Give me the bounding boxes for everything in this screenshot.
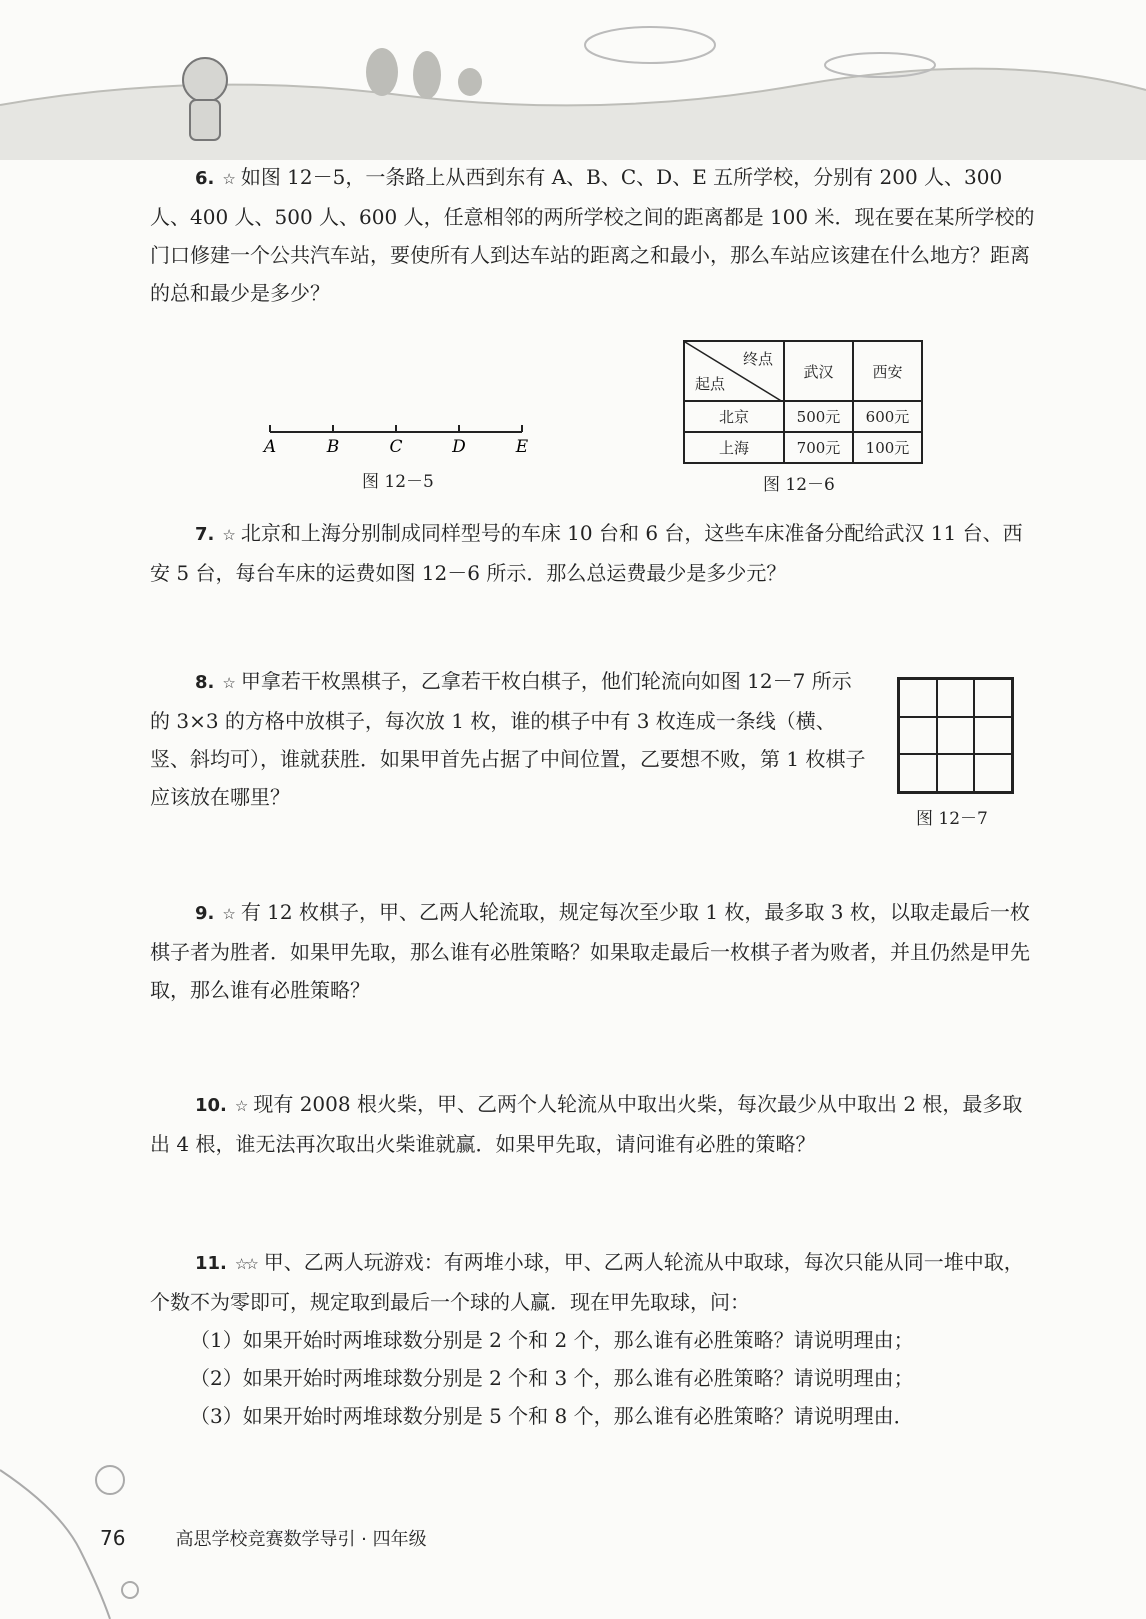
column-header: 武汉 [784,341,853,401]
figure-12-6-caption: 图 12－6 [763,475,835,495]
shipping-cost-table [683,340,923,464]
table-header-diagonal-cell [684,341,784,401]
question-11 [150,1243,1036,1435]
figure-12-7-caption: 图 12－7 [916,809,988,829]
difficulty-star-icon: ☆ [222,905,233,923]
table-cell: 600元 [853,401,922,432]
question-text: 现有 2008 根火柴，甲、乙两个人轮流从中取出火柴，每次最少从中取出 2 根，最多取出 4 根，谁无法再次取出火柴谁就赢．如果甲先取，请问谁有必胜的策略？ [150,1092,1023,1156]
difficulty-star-icon: ☆☆ [234,1255,256,1273]
question-number: 10. [195,1095,227,1116]
header-start-label: 起点 [695,375,726,393]
row-header: 上海 [684,432,784,463]
question-text: 甲拿若干枚黑棋子，乙拿若干枚白棋子，他们轮流向如图 12－7 所示的 3×3 的方格中放棋子，每次放 1 枚，谁的棋子中有 3 枚连成一条线（横、竖、斜均可），谁就获胜．如果甲首先占据了中间位置，乙要想不败，第 1 枚棋子应该放在哪里？ [150,669,866,809]
question-number: 6. [195,168,215,189]
difficulty-star-icon: ☆ [234,1097,246,1115]
question-number: 9. [195,903,215,924]
school-point-label: C [389,437,403,457]
row-header: 北京 [684,401,784,432]
difficulty-star-icon: ☆ [222,526,233,544]
book-title: 高思学校竞赛数学导引 · 四年级 [175,1529,427,1550]
question-10 [150,1085,1036,1163]
header-end-label: 终点 [742,350,773,368]
tic-tac-toe-grid [897,677,1014,794]
question-7 [150,514,1036,592]
sub-question: （3）如果开始时两堆球数分别是 5 个和 8 个，那么谁有必胜策略？请说明理由． [190,1404,914,1428]
table-cell: 700元 [784,432,853,463]
question-text: 有 12 枚棋子，甲、乙两人轮流取，规定每次至少取 1 枚，最多取 3 枚，以取走最后一枚棋子者为胜者．如果甲先取，那么谁有必胜策略？如果取走最后一枚棋子者为败者，并且仍然是甲先取，那么谁有必胜策略？ [150,900,1030,1002]
page-footer [100,1525,427,1551]
page-number: 76 [100,1526,126,1550]
question-6 [150,158,1036,312]
question-text: 如图 12－5，一条路上从西到东有 A、B、C、D、E 五所学校，分别有 200 人、300 人、400 人、500 人、600 人，任意相邻的两所学校之间的距离都是 100 米．现在要在某所学校的门口修建一个公共汽车站，要使所有人到达车站的距离之和最小，那么车站应该建在什么地方？距离的总和最少是多少？ [150,165,1035,305]
column-header: 西安 [853,341,922,401]
number-line-figure [260,420,540,460]
difficulty-star-icon: ☆ [222,674,233,692]
sub-question: （2）如果开始时两堆球数分别是 2 个和 3 个，那么谁有必胜策略？请说明理由； [190,1366,914,1390]
school-point-label: D [452,437,466,457]
question-number: 11. [195,1253,227,1274]
figure-12-5-caption: 图 12－5 [362,472,434,492]
question-text: 北京和上海分别制成同样型号的车床 10 台和 6 台，这些车床准备分配给武汉 11 台、西安 5 台，每台车床的运费如图 12－6 所示．那么总运费最少是多少元？ [150,521,1023,585]
table-cell: 100元 [853,432,922,463]
school-point-label: A [263,437,277,457]
question-8 [150,662,866,816]
question-text: 甲、乙两人玩游戏：有两堆小球，甲、乙两人轮流从中取球，每次只能从同一堆中取，个数不为零即可，规定取到最后一个球的人赢．现在甲先取球，问： [150,1250,1024,1314]
question-number: 8. [195,672,215,693]
school-point-label: B [326,437,340,457]
question-number: 7. [195,524,215,545]
question-9 [150,893,1036,1009]
table-cell: 500元 [784,401,853,432]
sub-question: （1）如果开始时两堆球数分别是 2 个和 2 个，那么谁有必胜策略？请说明理由； [190,1328,914,1352]
header-illustration [0,0,1146,160]
school-point-label: E [515,437,529,457]
difficulty-star-icon: ☆ [222,170,233,188]
